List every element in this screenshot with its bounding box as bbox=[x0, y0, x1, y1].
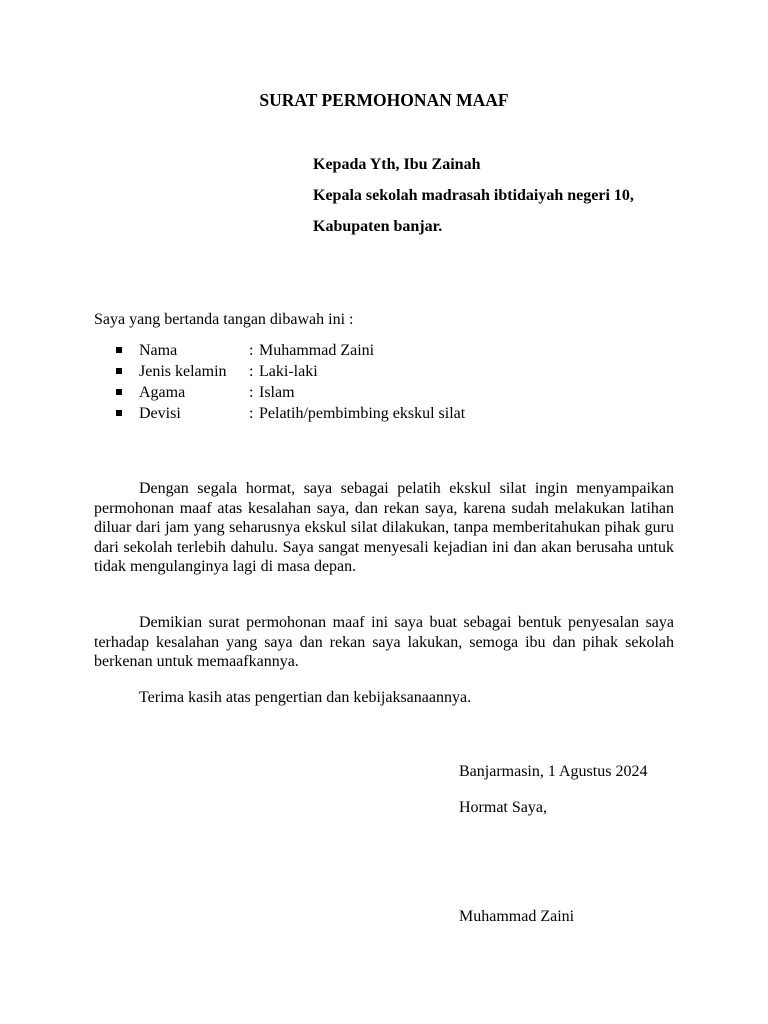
body-paragraph-closing: Demikian surat permohonan maaf ini saya buat sebagai bentuk penyesalan saya terhadap kesalahan yang saya dan rekan saya lakukan, semoga ibu dan pihak sekolah berkenan untuk memaafkannya. bbox=[94, 614, 674, 670]
body-paragraph-thanks: Terima kasih atas pengertian dan kebijaksanaannya. bbox=[139, 689, 472, 706]
identity-separator: : bbox=[249, 405, 254, 422]
square-bullet-icon bbox=[116, 410, 122, 416]
recipient-line: Kepala sekolah madrasah ibtidaiyah negeri 10, bbox=[313, 187, 634, 204]
identity-value: Muhammad Zaini bbox=[259, 342, 375, 359]
identity-label: Agama bbox=[139, 384, 186, 401]
recipient-block bbox=[313, 154, 733, 247]
identity-label: Devisi bbox=[139, 405, 181, 422]
signature-place-date: Banjarmasin, 1 Agustus 2024 bbox=[459, 763, 648, 780]
identity-value: Islam bbox=[259, 384, 295, 401]
square-bullet-icon bbox=[116, 389, 122, 395]
square-bullet-icon bbox=[116, 368, 122, 374]
intro-text: Saya yang bertanda tangan dibawah ini : bbox=[94, 311, 354, 328]
identity-separator: : bbox=[249, 384, 254, 401]
identity-label: Nama bbox=[139, 342, 178, 359]
recipient-line: Kepada Yth, Ibu Zainah bbox=[313, 156, 481, 173]
letter-title: SURAT PERMOHONAN MAAF bbox=[259, 90, 509, 110]
signature-closing: Hormat Saya, bbox=[459, 799, 547, 816]
identity-separator: : bbox=[249, 363, 254, 380]
signature-name: Muhammad Zaini bbox=[459, 908, 575, 925]
body-paragraph-apology: Dengan segala hormat, saya sebagai pelatih ekskul silat ingin menyampaikan permohonan maaf atas kesalahan saya, dan rekan saya, karena sudah melakukan latihan diluar dari jam yang seharusnya ekskul silat dilakukan, tanpa memberitahukan pihak guru dari sekolah terlebih dahulu. Saya sangat menyesali kejadian ini dan akan berusaha untuk tidak mengulanginya lagi di masa depan. bbox=[94, 480, 674, 575]
identity-label: Jenis kelamin bbox=[139, 363, 227, 380]
square-bullet-icon bbox=[116, 347, 122, 353]
recipient-line: Kabupaten banjar. bbox=[313, 218, 443, 235]
identity-separator: : bbox=[249, 342, 254, 359]
identity-value: Pelatih/pembimbing ekskul silat bbox=[259, 405, 466, 422]
identity-value: Laki-laki bbox=[259, 363, 318, 380]
